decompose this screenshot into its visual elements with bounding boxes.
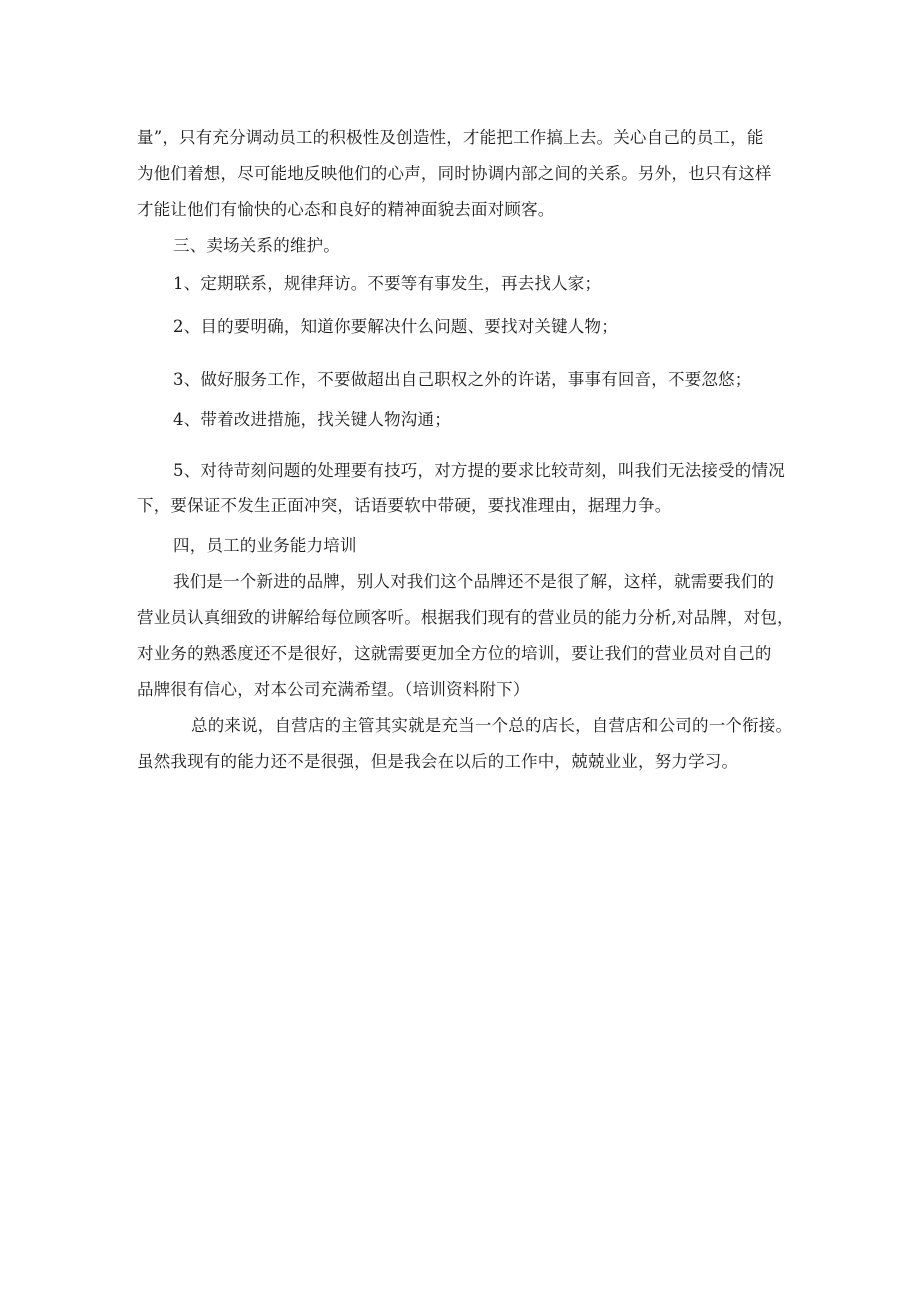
paragraph-line: 量”，只有充分调动员工的积极性及创造性，才能把工作搞上去。关心自己的员工，能: [137, 128, 764, 147]
list-item-continuation: 下，要保证不发生正面冲突，话语要软中带硬，要找准理由，据理力争。: [137, 496, 672, 515]
paragraph-line: 为他们着想，尽可能地反映他们的心声，同时协调内部之间的关系。另外，也只有这样: [137, 164, 772, 183]
paragraph-line: 营业员认真细致的讲解给每位顾客听。根据我们现有的营业员的能力分析,对品牌，对包，: [137, 608, 794, 627]
list-item: 1、定期联系，规律拜访。不要等有事发生，再去找人家；: [173, 274, 602, 293]
list-item: 4、带着改进措施，找关键人物沟通；: [173, 410, 451, 429]
paragraph-line: 品牌很有信心，对本公司充满希望。（培训资料附下）: [137, 680, 530, 699]
paragraph-line: 我们是一个新进的品牌，别人对我们这个品牌还不是很了解，这样，就需要我们的: [173, 572, 775, 591]
paragraph-line: 对业务的熟悉度还不是很好，这就需要更加全方位的培训，要让我们的营业员对自己的: [137, 644, 772, 663]
list-item: 2、目的要明确，知道你要解决什么问题、要找对关键人物；: [173, 317, 618, 336]
list-item: 3、做好服务工作，不要做超出自己职权之外的许诺，事事有回音，不要忽悠；: [173, 370, 752, 389]
paragraph-line: 虽然我现有的能力还不是很强，但是我会在以后的工作中，兢兢业业，努力学习。: [137, 752, 739, 771]
section-heading: 三、卖场关系的维护。: [173, 236, 340, 255]
list-item: 5、对待苛刻问题的处理要有技巧，对方提的要求比较苛刻，叫我们无法接受的情况: [173, 461, 785, 480]
paragraph-line: 总的来说，自营店的主管其实就是充当一个总的店长，自营店和公司的一个衔接。: [191, 716, 793, 735]
section-heading: 四，员工的业务能力培训: [173, 536, 357, 555]
paragraph-line: 才能让他们有愉快的心态和良好的精神面貌去面对顾客。: [137, 200, 555, 219]
